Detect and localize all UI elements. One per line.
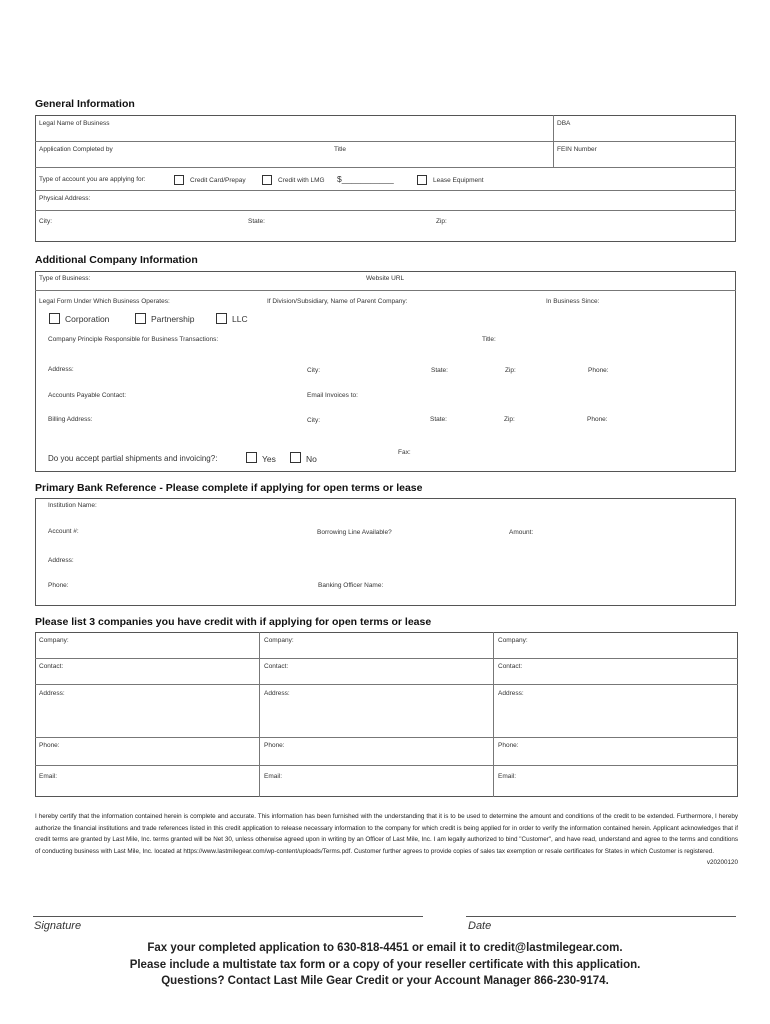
- signature-label: Signature: [34, 920, 82, 932]
- bank-reference-box: [35, 498, 736, 606]
- zip-field[interactable]: Zip:: [505, 367, 516, 374]
- partnership-label: Partnership: [151, 314, 195, 324]
- dba-field[interactable]: DBA: [557, 120, 571, 127]
- email-3-field[interactable]: Email:: [498, 773, 517, 780]
- email-2-field[interactable]: Email:: [264, 773, 283, 780]
- company-1-field[interactable]: Company:: [39, 637, 69, 644]
- divider: [493, 632, 494, 797]
- divider: [35, 290, 736, 291]
- contact-2-field[interactable]: Contact:: [264, 663, 289, 670]
- billing-address-field[interactable]: Billing Address:: [48, 416, 93, 423]
- billing-phone-field[interactable]: Phone:: [587, 416, 608, 423]
- account-type-label: Type of account you are applying for:: [39, 176, 146, 183]
- contact-1-field[interactable]: Contact:: [39, 663, 64, 670]
- state-field[interactable]: State:: [431, 367, 448, 374]
- version-code: v20200120: [706, 859, 738, 866]
- divider: [35, 658, 738, 659]
- credit-lmg-checkbox[interactable]: [262, 175, 272, 185]
- bank-reference-heading: Primary Bank Reference - Please complete if applying for open terms or lease: [35, 482, 423, 494]
- corporation-checkbox[interactable]: [49, 313, 60, 324]
- legal-form-label: Legal Form Under Which Business Operates:: [39, 298, 170, 305]
- llc-label: LLC: [232, 314, 248, 324]
- divider: [35, 190, 736, 191]
- address-3-field[interactable]: Address:: [498, 690, 524, 697]
- website-field[interactable]: Website URL: [366, 275, 405, 282]
- legal-name-field[interactable]: Legal Name of Business: [39, 120, 110, 127]
- principle-title-field[interactable]: Title:: [482, 336, 496, 343]
- institution-field[interactable]: Institution Name:: [48, 502, 97, 509]
- no-label: No: [306, 454, 317, 464]
- credit-refs-table: [35, 632, 738, 797]
- date-line[interactable]: [466, 916, 736, 917]
- footer-line-3: Questions? Contact Last Mile Gear Credit or your Account Manager 866-230-9174.: [161, 975, 609, 987]
- phone-3-field[interactable]: Phone:: [498, 742, 519, 749]
- credit-card-label: Credit Card/Prepay: [190, 177, 246, 184]
- parent-company-field[interactable]: If Division/Subsidiary, Name of Parent Company:: [267, 298, 408, 305]
- no-checkbox[interactable]: [290, 452, 301, 463]
- partial-shipments-label: Do you accept partial shipments and invoicing?:: [48, 454, 218, 463]
- phone-1-field[interactable]: Phone:: [39, 742, 60, 749]
- title-field[interactable]: Title: [334, 146, 347, 153]
- additional-info-heading: Additional Company Information: [35, 254, 198, 266]
- bank-address-field[interactable]: Address:: [48, 557, 74, 564]
- borrowing-line-field[interactable]: Borrowing Line Available?: [317, 529, 392, 536]
- email-invoices-field[interactable]: Email Invoices to:: [307, 392, 358, 399]
- account-number-field[interactable]: Account #:: [48, 528, 79, 535]
- credit-amount-field[interactable]: $___________: [337, 174, 394, 184]
- principle-field[interactable]: Company Principle Responsible for Business Transactions:: [48, 336, 219, 343]
- city-field[interactable]: City:: [307, 367, 320, 374]
- in-business-since-field[interactable]: In Business Since:: [546, 298, 600, 305]
- fein-field[interactable]: FEIN Number: [557, 146, 597, 153]
- corporation-label: Corporation: [65, 314, 110, 324]
- zip-field[interactable]: Zip:: [436, 218, 447, 225]
- certification-text: [35, 811, 738, 869]
- company-2-field[interactable]: Company:: [264, 637, 294, 644]
- footer-line-1: Fax your completed application to 630-818-4451 or email it to credit@lastmilegear.com.: [147, 942, 623, 954]
- certification-body: I hereby certify that the information contained herein is complete and accurate. This information has been furnished with the understanding that it is to be used to determine the amount and conditions of the credit to be extended. Furthermore, I hereby authorize the financial institutions and trade references listed in this credit application to release necessary information to the company for which credit is being applied for in order to verify the information contained herein. Applicant acknowledges that if credit terms are granted by Last Mile, Inc. terms granted will be Net 30, unless otherwise agreed upon in writing by an Officer of Last Mile, Inc. I am legally authorized to bind "Customer", and have read, understand and agree to the terms and conditions of conducting business with Last Mile, Inc. located at https://www.lastmilegear.com/wp-content/uploads/Terms.pdf. Customer further agrees to provide copies of sales tax exemption or resale certificates for States in which Customer is registered.: [35, 813, 738, 855]
- ap-contact-field[interactable]: Accounts Payable Contact:: [48, 392, 127, 399]
- divider: [35, 210, 736, 211]
- billing-state-field[interactable]: State:: [430, 416, 447, 423]
- state-field[interactable]: State:: [248, 218, 265, 225]
- footer-line-2: Please include a multistate tax form or a copy of your reseller certificate with this application.: [129, 959, 641, 971]
- city-field[interactable]: City:: [39, 218, 52, 225]
- phone-2-field[interactable]: Phone:: [264, 742, 285, 749]
- credit-card-checkbox[interactable]: [174, 175, 184, 185]
- yes-checkbox[interactable]: [246, 452, 257, 463]
- fax-field[interactable]: Fax:: [398, 449, 411, 456]
- partnership-checkbox[interactable]: [135, 313, 146, 324]
- address-1-field[interactable]: Address:: [39, 690, 65, 697]
- divider: [35, 765, 738, 766]
- phone-field[interactable]: Phone:: [588, 367, 609, 374]
- date-label: Date: [468, 920, 492, 932]
- type-of-business-field[interactable]: Type of Business:: [39, 275, 91, 282]
- lease-checkbox[interactable]: [417, 175, 427, 185]
- billing-zip-field[interactable]: Zip:: [504, 416, 515, 423]
- divider: [35, 141, 736, 142]
- llc-checkbox[interactable]: [216, 313, 227, 324]
- signature-line[interactable]: [33, 916, 423, 917]
- billing-city-field[interactable]: City:: [307, 417, 320, 424]
- address-2-field[interactable]: Address:: [264, 690, 290, 697]
- divider: [35, 684, 738, 685]
- general-info-heading: General Information: [35, 98, 135, 110]
- credit-lmg-label: Credit with LMG: [278, 177, 325, 184]
- lease-label: Lease Equipment: [433, 177, 484, 184]
- amount-field[interactable]: Amount:: [509, 529, 534, 536]
- completed-by-field[interactable]: Application Completed by: [39, 146, 113, 153]
- credit-refs-heading: Please list 3 companies you have credit with if applying for open terms or lease: [35, 616, 432, 628]
- address-field[interactable]: Address:: [48, 366, 74, 373]
- contact-3-field[interactable]: Contact:: [498, 663, 523, 670]
- email-1-field[interactable]: Email:: [39, 773, 58, 780]
- divider: [35, 167, 736, 168]
- divider: [35, 737, 738, 738]
- divider: [259, 632, 260, 797]
- banking-officer-field[interactable]: Banking Officer Name:: [318, 582, 384, 589]
- bank-phone-field[interactable]: Phone:: [48, 582, 69, 589]
- yes-label: Yes: [262, 454, 276, 464]
- company-3-field[interactable]: Company:: [498, 637, 528, 644]
- physical-address-field[interactable]: Physical Address:: [39, 195, 91, 202]
